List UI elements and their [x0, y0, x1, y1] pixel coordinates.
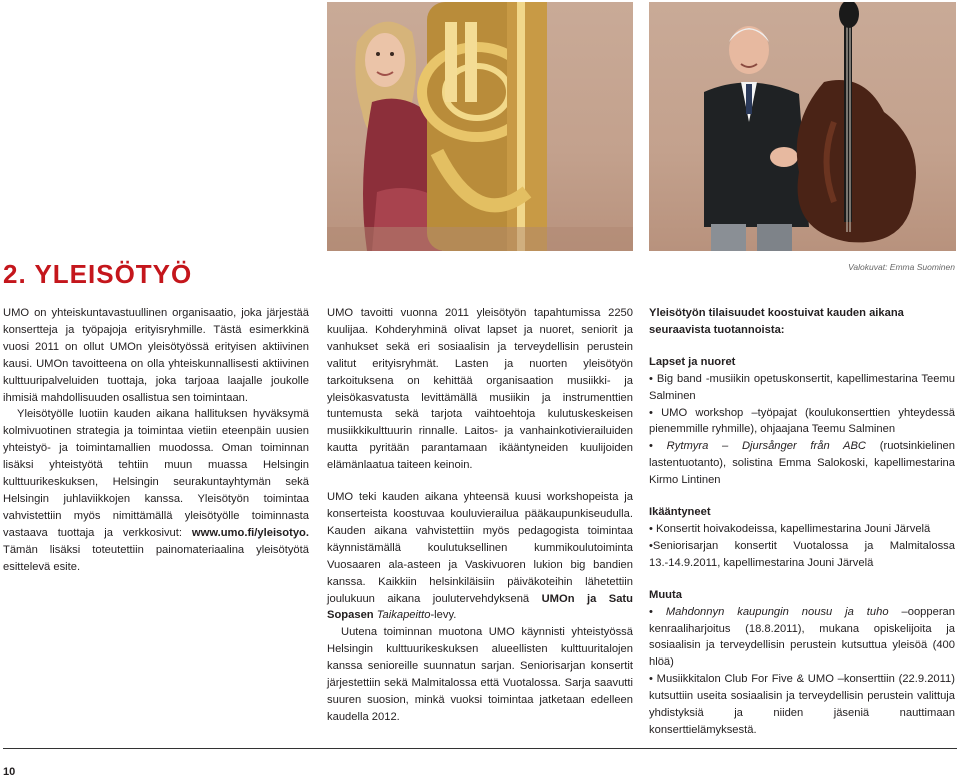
page-number: 10 — [3, 766, 16, 778]
page-title: 2. YLEISÖTYÖ — [3, 259, 193, 289]
production-title: Rytmyra – Djursånger från ABC — [666, 440, 867, 453]
intro-paragraph: UMO on yhteiskuntavastuullinen organisaatio, joka järjestää konsertteja ja työpajoja erityisryhmille. Tästä esimerkkinä vuosi 2011 on ollut UMOn yleisötyössä erityisen aktiivinen kausi. UMOn tavoitteena on olla yhteiskunnallisesti aktiivinen kulttuuripalveluiden tuottaja, joka tarjoaa laajalle joukolle ihmisiä mahdollisuuden osallistua sen toimintaan. — [3, 307, 309, 404]
senior-series-paragraph: Uutena toiminnan muotona UMO käynnisti yhteistyössä Helsingin kulttuurikeskuksen alueellisten kulttuuritalojen kanssa senioreille suunnatun sarjan. Seniorisarjan konsertit järjestettiin sekä Malmitalossa että Vuotalossa. Sarja saavutti suuren suosion, minkä vuoksi toimintaa jatketaan edelleen kaudella 2012. — [327, 626, 633, 723]
column-audiences — [327, 305, 633, 726]
section-title-children: Lapset ja nuoret — [649, 355, 736, 368]
list-item: •Seniorisarjan konsertit Vuotalossa ja Malmitalossa 13.-14.9.2011, kapellimestarina Jouni Järvelä — [649, 539, 955, 569]
strategy-text: Yleisötyölle luotiin kauden aikana hallituksen hyväksymä kolmivuotinen strategia ja toimintaa vietiin eteenpäin uusien yhteistyö- ja toimintamallien muodossa. Oman toiminnan lisäksi yhteistyötä tehtiin muun muassa Helsingin kulttuurikeskuksen, Helsingin seurakuntayhtymän sekä Helsingin juhlaviikkojen kanssa. Yleisötyön toimintaa vahvistettiin myös nimittämällä yleisötyölle toiminnasta vastaava tuottaja ja verkkosivut: — [3, 408, 309, 539]
productions-intro: Yleisötyön tilaisuudet koostuivat kauden aikana seuraavista tuotannoista: — [649, 307, 904, 336]
bullet: • — [649, 605, 666, 618]
column-intro — [3, 305, 309, 576]
footer-divider — [3, 748, 957, 749]
school-visits-paragraph — [327, 489, 633, 624]
list-item: • Big band -musiikin opetuskonsertit, kapellimestarina Teemu Salminen — [649, 372, 955, 402]
photo-man-with-double-bass-illustration — [649, 2, 956, 251]
strategy-paragraph — [3, 406, 309, 575]
photo-credit: Valokuvat: Emma Suominen — [848, 262, 955, 272]
opera-title: Mahdonnyn kaupungin nousu ja tuho — [665, 605, 889, 618]
photo-girl-with-tuba — [327, 2, 633, 251]
production-details: (ruotsinkielinen lastentuotanto), solistina Emma Salokoski, kapellimestarina Kirmo Lintinen — [649, 440, 956, 487]
section-title-other: Muuta — [649, 588, 682, 601]
album-title: Taikapeitto — [376, 609, 431, 622]
list-item: • Konsertit hoivakodeissa, kapellimestarina Jouni Järvelä — [649, 522, 931, 535]
list-item — [649, 438, 955, 489]
column-productions — [649, 305, 955, 739]
photo-girl-with-tuba-illustration — [327, 2, 633, 251]
opera-details: –oopperan kenraaliharjoitus (18.8.2011), mukana opiskelijoita ja sosiaalisin ja terveydellisin perustein kutsuttua yleisöä (400 hlöä) — [649, 605, 955, 669]
section-title-elderly: Ikääntyneet — [649, 506, 711, 519]
album-artist: UMOn ja Satu Sopasen — [327, 592, 633, 622]
website-link[interactable]: www.umo.fi/yleisotyo. — [191, 526, 309, 539]
list-item: • Musiikkitalon Club For Five & UMO –konserttiin (22.9.2011) kutsuttiin useita sosiaalisin ja terveydellisin perustein valittuja yhdistyksiä ja niiden jäseniä nauttimaan konserttielämyksestä. — [649, 673, 955, 736]
list-item: • UMO workshop –työpajat (koulukonserttien yhteydessä pienemmille ryhmille), ohjaajana Teemu Salminen — [649, 406, 955, 436]
photo-man-with-double-bass — [649, 2, 956, 251]
list-item — [649, 604, 955, 672]
strategy-text-end: Tämän lisäksi toteutettiin painomateriaalina yleisötyötä esittelevä esite. — [3, 543, 309, 573]
album-suffix: -levy. — [430, 609, 457, 622]
bullet: • — [649, 440, 667, 453]
audiences-paragraph: UMO tavoitti vuonna 2011 yleisötyön tapahtumissa 2250 kuulijaa. Kohderyhminä olivat lapset ja nuoret, seniorit ja vanhukset sekä eri sosiaalisin ja terveydellisin perustein valitut erityisryhmät. Lasten ja nuorten yleisötyön tarkoituksena on kehittää organisaation musiikki- ja yleisökasvatusta levittämällä musiikin ja instrumenttien tuntemusta sekä tarjota vaihtoehtoja kulutuskeskeisen musiikkikulttuurin rinnalle. Laitos- ja vanhainkotivierailuiden kautta pyritään parantamaan ikääntyneiden kuulijoiden elämänlaatua taiteen keinoin. — [327, 307, 633, 472]
school-visits-text: UMO teki kauden aikana yhteensä kuusi workshopeista ja konserteista koostuvaa kouluvierailua pääkaupunkiseudulla. Kauden aikana vahvistettiin myös pedagogista toimintaa käynnistämällä koulutuksellinen kummikoulutoiminta Vuosaaren ala-asteen ja Vaskivuoren lukion big bandien kanssa. Kaikkiin helsinkiläisiin päiväkoteihin lähetettiin joulukuun aikana joulutervehdyksenä — [327, 491, 633, 605]
